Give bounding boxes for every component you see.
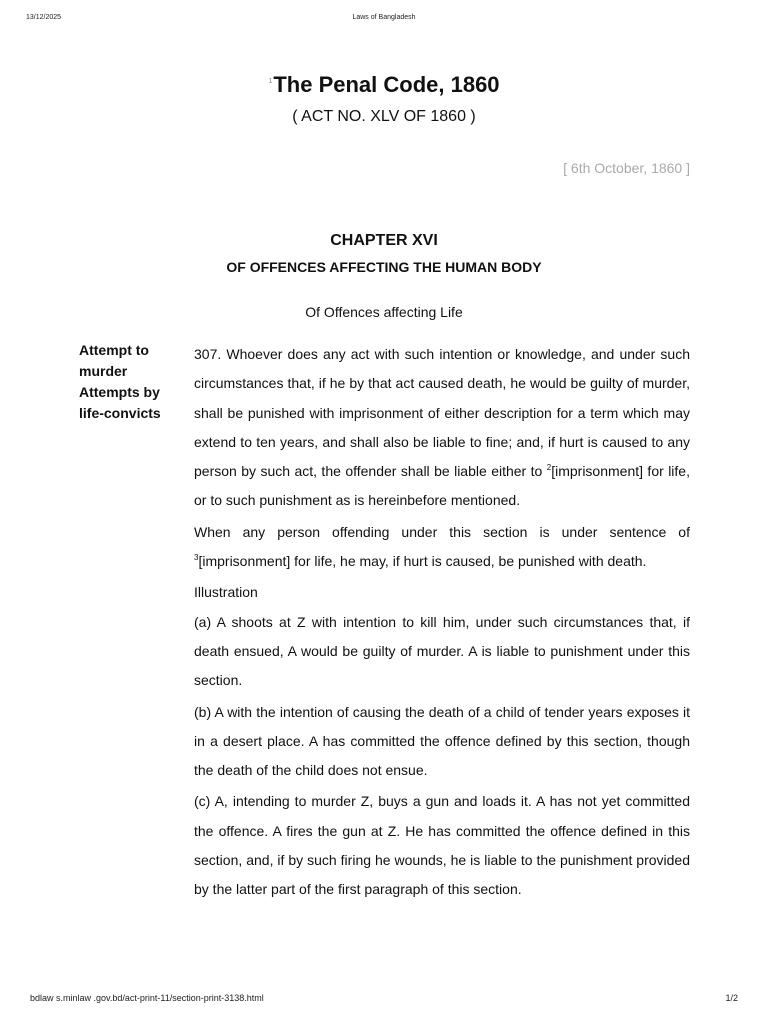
section-paragraph-2 xyxy=(194,518,690,577)
document-title xyxy=(268,72,499,97)
paragraph-1-text-cont: [imprisonment] for life, or to such punishment as is hereinbefore mentioned. xyxy=(194,463,690,509)
illustration-b: (b) A with the intention of causing the death of a child of tender years exposes it in a desert place. A has committed the offence defined by this section, though the death of the child does not ensue. xyxy=(194,703,690,779)
illustration-c: (c) A, intending to murder Z, buys a gun and loads it. A has not yet committed the offence. A fires the gun at Z. He has committed the offence defined in this section, and, if by such firing he wounds, he is liable to the punishment provided by the latter part of the first paragraph of this section. xyxy=(194,793,690,898)
illustration-heading: Illustration xyxy=(194,584,258,601)
paragraph-2-text-cont: [imprisonment] for life, he may, if hurt is caused, be punished with death. xyxy=(198,553,647,570)
paragraph-1-text: 307. Whoever does any act with such intention or knowledge, and under such circumstances that, if he by that act caused death, he would be guilty of murder, shall be punished with imprisonment of either description for a term which may extend to ten years, and shall also be liable to fine; and, if hurt is caused to any person by such act, the offender shall be liable either to xyxy=(194,346,690,480)
document-title-text: The Penal Code, 1860 xyxy=(273,72,500,97)
footnote-marker-3[interactable]: 3 xyxy=(194,553,199,563)
paragraph-2-text: When any person offending under this section is under sentence of xyxy=(194,523,690,540)
print-footer xyxy=(30,993,738,1007)
title-block xyxy=(0,72,768,98)
act-date: [ 6th October, 1860 ] xyxy=(563,160,690,176)
part-heading: Of Offences affecting Life xyxy=(305,304,463,320)
chapter-title: OF OFFENCES AFFECTING THE HUMAN BODY xyxy=(226,259,542,275)
section-paragraph-1 xyxy=(194,340,690,516)
print-date: 13/12/2025 xyxy=(26,14,62,21)
footnote-marker-2[interactable]: 2 xyxy=(546,463,552,473)
title-footnote-marker[interactable]: 1 xyxy=(268,78,273,85)
print-url: bdlaw s.minlaw .gov.bd/act-print-11/section-print-3138.html xyxy=(30,993,264,1003)
illustration-a: (a) A shoots at Z with intention to kill him, under such circumstances that, if death ensued, A would be guilty of murder. A is liable to punishment under this section. xyxy=(194,613,690,689)
print-header xyxy=(26,14,742,26)
chapter-number: CHAPTER XVI xyxy=(330,232,438,249)
act-number: ( ACT NO. XLV OF 1860 ) xyxy=(292,108,476,125)
section-body xyxy=(194,340,690,907)
page-number: 1/2 xyxy=(725,993,738,1003)
print-site-title: Laws of Bangladesh xyxy=(352,14,416,21)
marginal-note: Attempt to murder Attempts by life-convicts xyxy=(79,342,161,421)
